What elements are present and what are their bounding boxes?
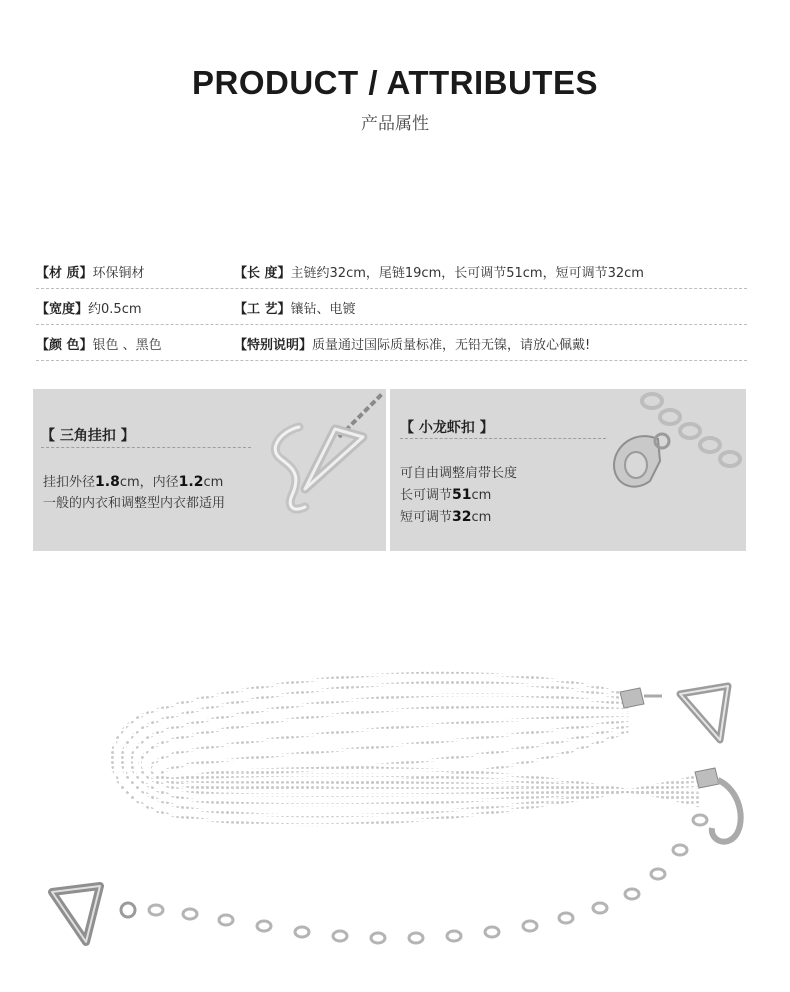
- attribute-value: 银色 、黑色: [92, 338, 162, 353]
- attribute-row-width: [36, 289, 747, 325]
- attribute-color: [36, 334, 162, 353]
- attribute-note: [234, 334, 590, 353]
- attribute-value: 环保铜材: [92, 266, 145, 281]
- attribute-label: 【颜 色】: [36, 338, 93, 353]
- panel-text-short: 短可调节32cm: [400, 509, 492, 525]
- lobster-clasp-panel: [390, 389, 746, 551]
- panel-divider: [400, 438, 606, 439]
- attribute-value: 质量通过国际质量标准，无铅无镍，请放心佩戴!: [312, 338, 591, 353]
- panel-text-long: 长可调节51cm: [400, 487, 492, 503]
- attribute-value: 主链约32cm，尾链19cm，长可调节51cm，短可调节32cm: [290, 266, 644, 281]
- attribute-length: [234, 262, 644, 281]
- attribute-row-material: [36, 253, 747, 289]
- page-subtitle: 产品属性: [361, 114, 429, 134]
- page-title: PRODUCT / ATTRIBUTES: [192, 64, 598, 101]
- attribute-width: [36, 298, 142, 317]
- attribute-material: [36, 262, 145, 281]
- attribute-value: 镶钻、电镀: [290, 302, 356, 317]
- panel-text-size: 挂扣外径1.8cm，内径1.2cm: [43, 474, 224, 490]
- lobster-clasp-icon: [602, 389, 746, 499]
- attribute-label: 【材 质】: [36, 266, 93, 281]
- attribute-label: 【特别说明】: [234, 338, 313, 353]
- attribute-row-color: [36, 325, 747, 361]
- triangle-hook-icon: [261, 389, 386, 519]
- attribute-label: 【长 度】: [234, 266, 291, 281]
- panel-text-usage: 一般的内衣和调整型内衣都适用: [43, 496, 226, 511]
- panel-title: 【 三角挂扣 】: [41, 428, 135, 444]
- attribute-label: 【工 艺】: [234, 302, 291, 317]
- chain-strap-image: [40, 660, 780, 990]
- attribute-craft: [234, 298, 356, 317]
- panel-title: 【 小龙虾扣 】: [400, 420, 494, 436]
- attribute-label: 【宽度】: [36, 302, 89, 317]
- triangle-hook-panel: [33, 389, 386, 551]
- panel-text-adjust: 可自由调整肩带长度: [400, 466, 518, 481]
- panel-divider: [41, 447, 251, 448]
- attribute-value: 约0.5cm: [88, 302, 142, 317]
